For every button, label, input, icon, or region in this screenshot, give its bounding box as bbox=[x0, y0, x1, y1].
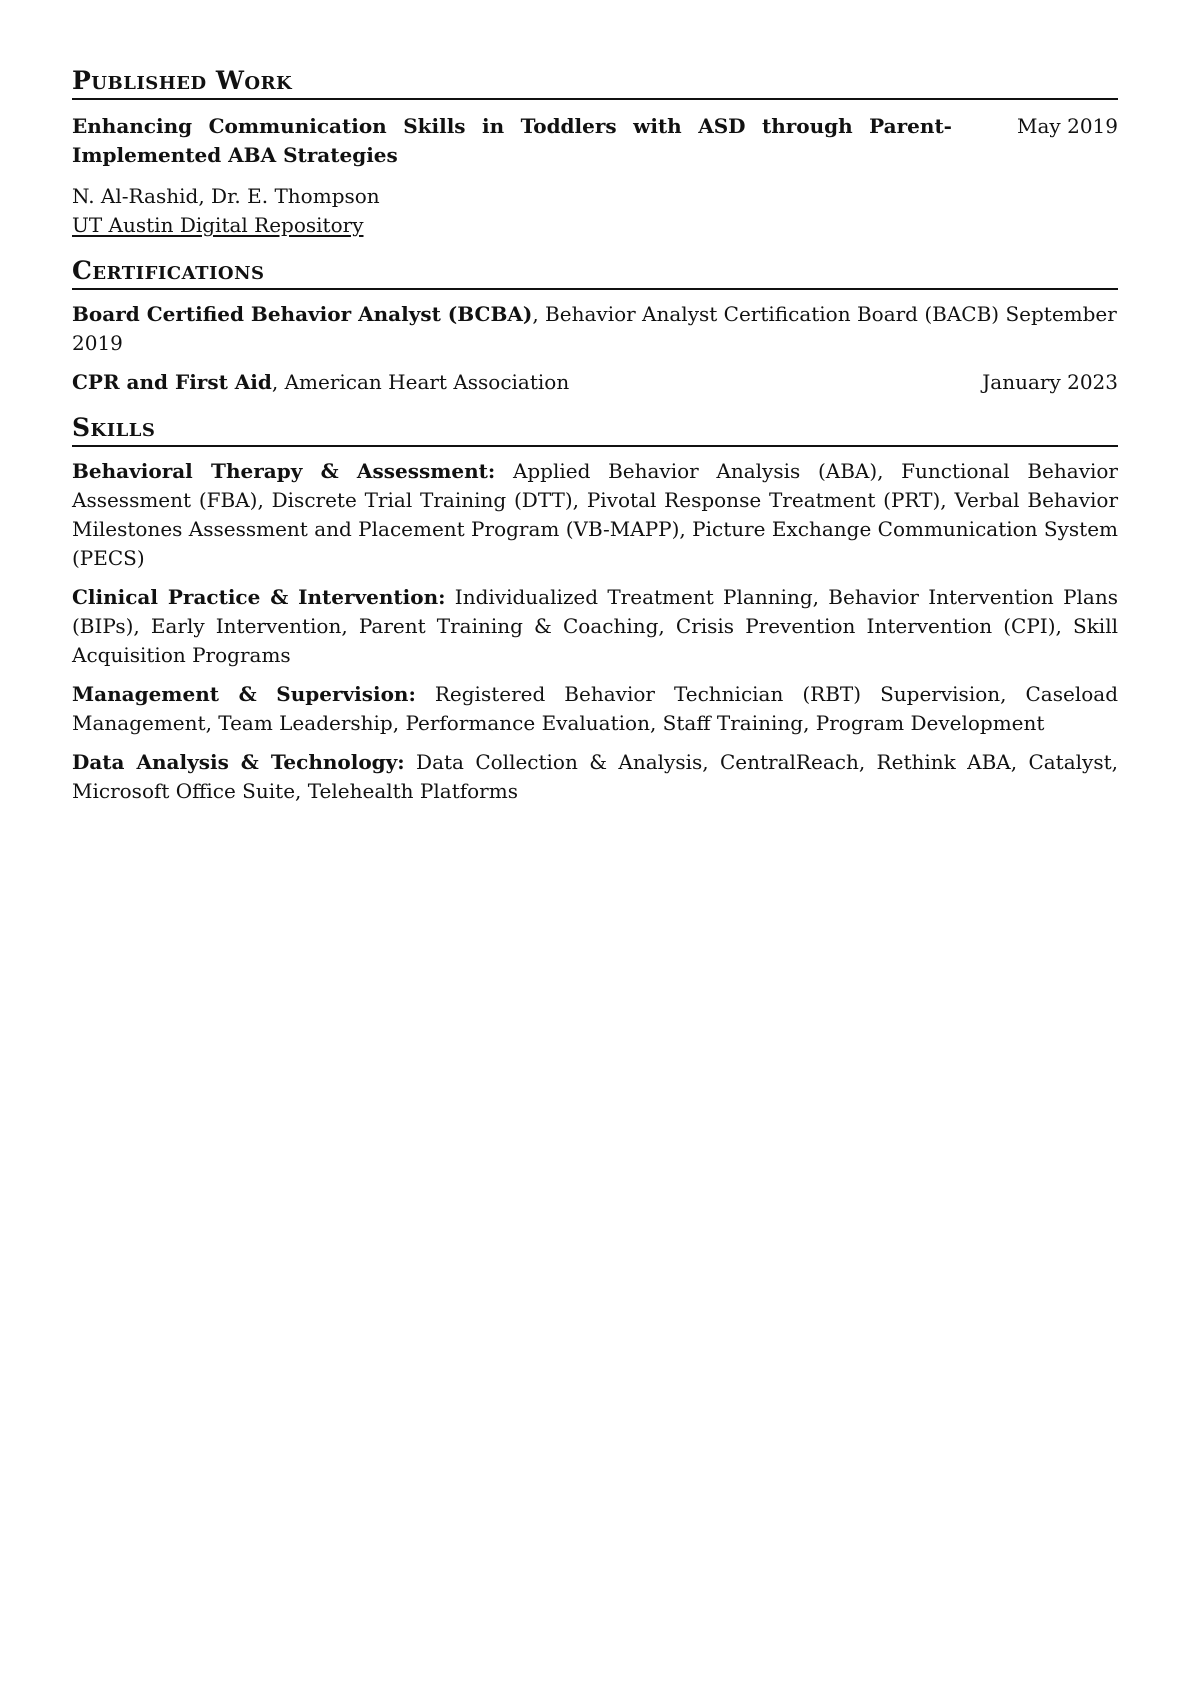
skill-group bbox=[72, 583, 1118, 670]
skill-list: Registered Behavior Technician (RBT) Supervision, Caseload Management, Team Leadership, Performance Evaluation, Staff Training, Program Development bbox=[72, 682, 1118, 735]
certification-entry bbox=[72, 368, 1118, 397]
publication-authors: N. Al-Rashid, Dr. E. Thompson bbox=[72, 184, 380, 208]
certification-entry bbox=[72, 300, 1118, 358]
published-work-section bbox=[72, 66, 1118, 240]
published-work-heading: Published Work bbox=[72, 66, 1118, 100]
skill-category: Clinical Practice & Intervention: bbox=[72, 585, 446, 609]
skills-section bbox=[72, 413, 1118, 806]
certification-text bbox=[72, 368, 569, 397]
publication-entry bbox=[72, 112, 1118, 240]
skill-group bbox=[72, 748, 1118, 806]
publication-repository-link[interactable]: UT Austin Digital Repository bbox=[72, 213, 364, 237]
certification-name: CPR and First Aid bbox=[72, 370, 272, 394]
certification-text bbox=[72, 300, 1118, 358]
certifications-section bbox=[72, 256, 1118, 397]
certification-name: Board Certified Behavior Analyst (BCBA) bbox=[72, 302, 533, 326]
skill-category: Behavioral Therapy & Assessment: bbox=[72, 459, 496, 483]
publication-date: May 2019 bbox=[1017, 114, 1118, 138]
skill-group bbox=[72, 457, 1118, 573]
skill-category: Management & Supervision: bbox=[72, 682, 416, 706]
skill-list: Data Collection & Analysis, CentralReach, Rethink ABA, Catalyst, Microsoft Office Suite, Telehealth Platforms bbox=[72, 750, 1118, 803]
publication-header-row bbox=[72, 112, 1118, 170]
skill-list: Applied Behavior Analysis (ABA), Functional Behavior Assessment (FBA), Discrete Trial Training (DTT), Pivotal Response Treatment (PRT), Verbal Behavior Milestones Assessment and Placement Program (VB-MAPP), Picture Exchange Communication System (PECS) bbox=[72, 459, 1119, 570]
certification-issuer: , American Heart Association bbox=[271, 370, 570, 394]
resume-page bbox=[72, 66, 1118, 822]
publication-title: Enhancing Communication Skills in Toddlers with ASD through Parent-Implemented ABA Strategies bbox=[72, 114, 952, 167]
skills-heading: Skills bbox=[72, 413, 1118, 447]
certification-date: January 2023 bbox=[982, 370, 1118, 394]
certification-issuer: , Behavior Analyst Certification Board (BACB) September 2019 bbox=[72, 302, 1117, 355]
skill-category: Data Analysis & Technology: bbox=[72, 750, 405, 774]
skill-group bbox=[72, 680, 1118, 738]
skill-list: Individualized Treatment Planning, Behavior Intervention Plans (BIPs), Early Intervention, Parent Training & Coaching, Crisis Prevention Intervention (CPI), Skill Acquisition Programs bbox=[72, 585, 1118, 667]
certifications-heading: Certifications bbox=[72, 256, 1118, 290]
